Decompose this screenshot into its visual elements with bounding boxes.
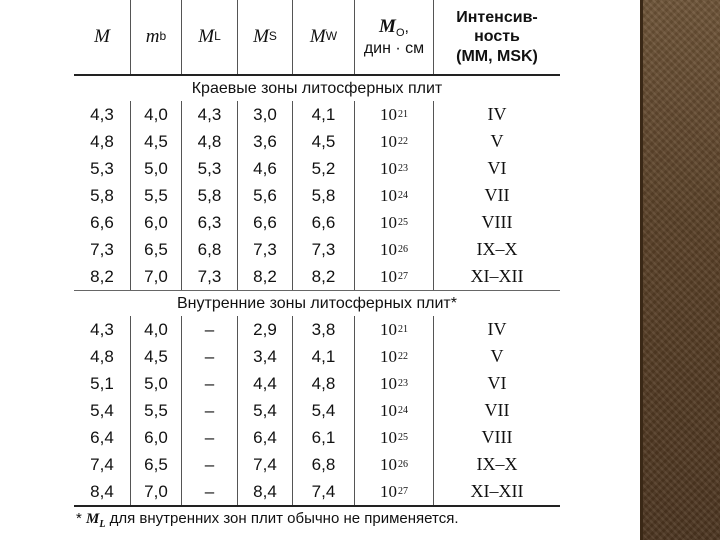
cell-mo-base: 10 — [380, 185, 397, 205]
side-panel-edge — [640, 0, 643, 540]
cell-mo-exponent: 27 — [398, 486, 408, 497]
header-intensity — [434, 0, 560, 74]
header-ml — [182, 0, 238, 74]
header-mb-sub: b — [159, 29, 167, 44]
header-m — [74, 0, 131, 74]
cell-mo-exponent: 24 — [398, 405, 408, 416]
table-row — [74, 236, 560, 263]
cell-mo — [355, 397, 434, 424]
cell-mw: 8,2 — [293, 263, 355, 290]
header-intensity-line1: Интенсив- — [456, 9, 538, 27]
cell-m: 6,6 — [74, 209, 131, 236]
header-ms-base: M — [253, 26, 269, 48]
cell-mo-base: 10 — [380, 158, 397, 178]
cell-mo-exponent: 21 — [398, 109, 408, 120]
cell-mo-base: 10 — [380, 266, 397, 286]
cell-ml: 6,3 — [182, 209, 238, 236]
cell-mb: 5,5 — [131, 182, 182, 209]
cell-ml: 5,8 — [182, 182, 238, 209]
header-ml-base: M — [198, 26, 215, 48]
cell-mo-exponent: 27 — [398, 271, 408, 282]
header-mo-base: M — [379, 15, 396, 37]
cell-mb: 6,0 — [131, 209, 182, 236]
header-ml-sub: L — [214, 29, 221, 44]
cell-m: 4,3 — [74, 316, 131, 343]
cell-intensity: IV — [487, 104, 507, 124]
cell-mo-exponent: 26 — [398, 459, 408, 470]
header-mo — [355, 0, 434, 74]
cell-mw: 6,8 — [293, 451, 355, 478]
cell-mo — [355, 370, 434, 397]
cell-m: 5,3 — [74, 155, 131, 182]
header-mw-sub: W — [325, 29, 338, 44]
cell-ms: 8,4 — [238, 478, 293, 505]
cell-mo — [355, 182, 434, 209]
cell-mb: 4,0 — [131, 101, 182, 128]
cell-mb: 4,0 — [131, 316, 182, 343]
cell-ml: 4,8 — [182, 128, 238, 155]
cell-mo-exponent: 24 — [398, 190, 408, 201]
cell-mo — [355, 236, 434, 263]
cell-mw: 5,2 — [293, 155, 355, 182]
table-row — [74, 101, 560, 128]
cell-mo-exponent: 22 — [398, 136, 408, 147]
cell-mw: 5,8 — [293, 182, 355, 209]
cell-intensity: XI–XII — [470, 481, 524, 501]
cell-mo-base: 10 — [380, 319, 397, 339]
cell-mo — [355, 263, 434, 290]
cell-intensity: VII — [484, 400, 510, 420]
table-row — [74, 397, 560, 424]
section-title-inner-zones: Внутренние зоны литосферных плит* — [74, 290, 560, 316]
footnote-symbol-sub: L — [99, 519, 106, 530]
cell-mw: 4,1 — [293, 343, 355, 370]
cell-mb: 6,0 — [131, 424, 182, 451]
cell-ml: – — [182, 424, 238, 451]
cell-m: 5,1 — [74, 370, 131, 397]
cell-ms: 3,0 — [238, 101, 293, 128]
cell-intensity: V — [490, 346, 504, 366]
cell-mo — [355, 101, 434, 128]
cell-mb: 7,0 — [131, 478, 182, 505]
table-row — [74, 182, 560, 209]
cell-mw: 4,1 — [293, 101, 355, 128]
cell-mo-base: 10 — [380, 131, 397, 151]
cell-mw: 5,4 — [293, 397, 355, 424]
table-row — [74, 316, 560, 343]
cell-mo-base: 10 — [380, 346, 397, 366]
cell-mo — [355, 424, 434, 451]
cell-mo — [355, 209, 434, 236]
cell-m: 5,8 — [74, 182, 131, 209]
cell-mw: 3,8 — [293, 316, 355, 343]
table-bottom-rule — [74, 505, 560, 507]
cell-intensity: VIII — [481, 427, 513, 447]
cell-mb: 7,0 — [131, 263, 182, 290]
cell-mo — [355, 451, 434, 478]
cell-mo-base: 10 — [380, 239, 397, 259]
cell-mo-exponent: 25 — [398, 432, 408, 443]
cell-mo-base: 10 — [380, 481, 397, 501]
footnote-text: для внутренних зон плит обычно не применяется. — [105, 510, 459, 527]
cell-mw: 4,8 — [293, 370, 355, 397]
cell-ml: – — [182, 370, 238, 397]
decorative-side-panel — [640, 0, 720, 540]
cell-ml: 5,3 — [182, 155, 238, 182]
cell-mb: 5,0 — [131, 370, 182, 397]
header-mo-tail: , — [404, 18, 409, 36]
table-row — [74, 451, 560, 478]
cell-mo — [355, 343, 434, 370]
cell-ms: 4,6 — [238, 155, 293, 182]
cell-mb: 5,5 — [131, 397, 182, 424]
header-intensity-line3: (MM, MSK) — [456, 47, 538, 65]
cell-mo-base: 10 — [380, 427, 397, 447]
cell-m: 4,8 — [74, 128, 131, 155]
section-rows-edge-zones — [74, 101, 560, 290]
cell-intensity: VI — [487, 158, 507, 178]
cell-mo-exponent: 21 — [398, 324, 408, 335]
cell-ms: 8,2 — [238, 263, 293, 290]
table-header-row — [74, 0, 560, 76]
cell-ms: 5,6 — [238, 182, 293, 209]
cell-mb: 6,5 — [131, 451, 182, 478]
cell-m: 4,8 — [74, 343, 131, 370]
cell-ms: 2,9 — [238, 316, 293, 343]
header-mb-base: m — [145, 26, 160, 48]
cell-mw: 6,6 — [293, 209, 355, 236]
cell-intensity: VII — [484, 185, 510, 205]
table-row — [74, 478, 560, 505]
cell-mo-exponent: 25 — [398, 217, 408, 228]
table-row — [74, 155, 560, 182]
cell-ml: 4,3 — [182, 101, 238, 128]
cell-ms: 6,6 — [238, 209, 293, 236]
magnitude-table — [74, 0, 560, 507]
cell-ml: 6,8 — [182, 236, 238, 263]
cell-intensity: IX–X — [476, 239, 518, 259]
cell-m: 7,3 — [74, 236, 131, 263]
cell-m: 5,4 — [74, 397, 131, 424]
cell-ml: – — [182, 451, 238, 478]
cell-intensity: V — [490, 131, 504, 151]
cell-mw: 7,3 — [293, 236, 355, 263]
cell-mo-base: 10 — [380, 400, 397, 420]
cell-ms: 7,4 — [238, 451, 293, 478]
cell-mb: 6,5 — [131, 236, 182, 263]
cell-mo — [355, 155, 434, 182]
cell-mo-base: 10 — [380, 212, 397, 232]
cell-ms: 3,6 — [238, 128, 293, 155]
header-mo-unit: дин · см — [363, 39, 425, 57]
header-mw-base: M — [309, 26, 326, 48]
cell-mo-base: 10 — [380, 104, 397, 124]
footnote-symbol-base: M — [86, 511, 100, 527]
cell-ms: 7,3 — [238, 236, 293, 263]
cell-mo-base: 10 — [380, 373, 397, 393]
cell-mo-base: 10 — [380, 454, 397, 474]
cell-ms: 4,4 — [238, 370, 293, 397]
cell-mo — [355, 316, 434, 343]
table-row — [74, 263, 560, 290]
header-mo-sub: O — [395, 27, 405, 40]
cell-mw: 6,1 — [293, 424, 355, 451]
cell-mo — [355, 128, 434, 155]
cell-mo-exponent: 26 — [398, 244, 408, 255]
header-mw — [293, 0, 355, 74]
table-row — [74, 343, 560, 370]
cell-m: 8,2 — [74, 263, 131, 290]
cell-intensity: IX–X — [476, 454, 518, 474]
header-mo-symbol — [379, 16, 409, 40]
cell-ms: 3,4 — [238, 343, 293, 370]
cell-ml: – — [182, 478, 238, 505]
cell-intensity: VI — [487, 373, 507, 393]
cell-ml: 7,3 — [182, 263, 238, 290]
cell-mw: 4,5 — [293, 128, 355, 155]
header-mb — [131, 0, 182, 74]
cell-mo-exponent: 23 — [398, 378, 408, 389]
header-intensity-line2: ность — [474, 28, 520, 46]
cell-intensity: VIII — [481, 212, 513, 232]
cell-mb: 4,5 — [131, 128, 182, 155]
table-row — [74, 424, 560, 451]
footnote — [76, 510, 459, 530]
cell-ml: – — [182, 316, 238, 343]
cell-ms: 5,4 — [238, 397, 293, 424]
section-rows-inner-zones — [74, 316, 560, 505]
cell-mo-exponent: 23 — [398, 163, 408, 174]
cell-m: 8,4 — [74, 478, 131, 505]
cell-mb: 4,5 — [131, 343, 182, 370]
cell-intensity: IV — [487, 319, 507, 339]
table-row — [74, 128, 560, 155]
cell-mo — [355, 478, 434, 505]
table-row — [74, 370, 560, 397]
cell-mb: 5,0 — [131, 155, 182, 182]
cell-mw: 7,4 — [293, 478, 355, 505]
header-ms-sub: S — [268, 29, 277, 44]
cell-ml: – — [182, 397, 238, 424]
table-row — [74, 209, 560, 236]
cell-m: 7,4 — [74, 451, 131, 478]
header-m-text: M — [94, 26, 110, 48]
cell-ml: – — [182, 343, 238, 370]
cell-m: 4,3 — [74, 101, 131, 128]
cell-ms: 6,4 — [238, 424, 293, 451]
cell-mo-exponent: 22 — [398, 351, 408, 362]
cell-intensity: XI–XII — [470, 266, 524, 286]
cell-m: 6,4 — [74, 424, 131, 451]
section-title-edge-zones: Краевые зоны литосферных плит — [191, 79, 443, 97]
footnote-star: * — [76, 510, 87, 527]
header-ms — [238, 0, 293, 74]
